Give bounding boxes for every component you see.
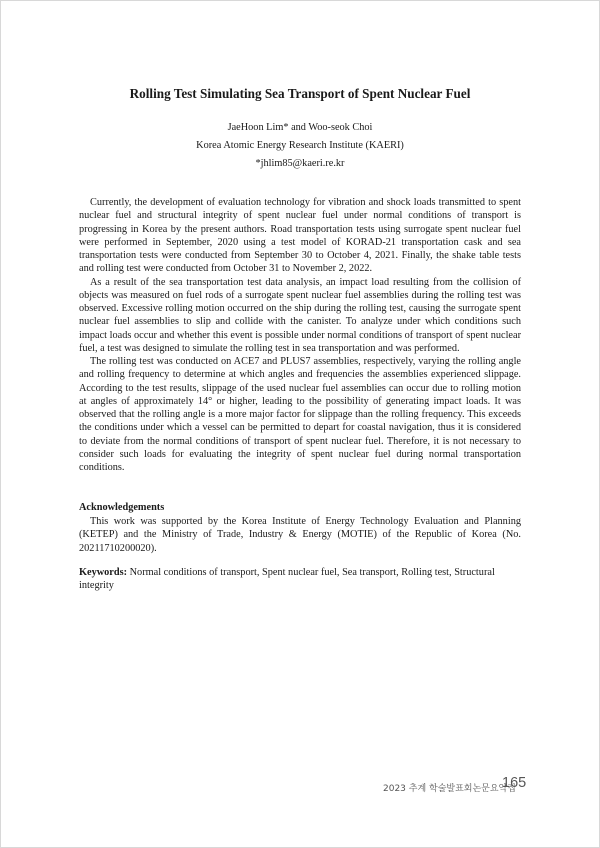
keywords-label: Keywords:: [79, 567, 128, 578]
acknowledgements-text: This work was supported by the Korea Institute of Energy Technology Evaluation and Planning (KETEP) and the Ministry of Trade, Industry & Energy (MOTIE) of the Republic of Korea (No. 20211710200020).: [79, 516, 521, 554]
proceedings-label: 2023 추계 학술발표회논문요약집: [383, 784, 516, 794]
abstract-paragraph: Currently, the development of evaluation technology for vibration and shock loads transmitted to spent nuclear fuel and structural integrity of spent nuclear fuel under normal conditions of transport is progressing in Korea by the present authors. Road transportation tests using surrogate spent nuclear fuel were performed in September, 2020 using a test model of KORAD-21 transportation cask and sea transportation tests were conducted from September 30 to October 4, 2021. Finally, the shake table tests and rolling test were conducted from October 31 to November 2, 2022.: [79, 197, 521, 275]
author-affiliation: Korea Atomic Energy Research Institute (KAERI): [196, 140, 404, 151]
paper-title: Rolling Test Simulating Sea Transport of Spent Nuclear Fuel: [129, 86, 471, 101]
keywords-section: [79, 566, 521, 593]
corresponding-email: *jhlim85@kaeri.re.kr: [255, 158, 345, 169]
keywords-text: Normal conditions of transport, Spent nuclear fuel, Sea transport, Rolling test, Structural integrity: [79, 567, 495, 592]
abstract-body: [79, 196, 521, 474]
abstract-paragraph: As a result of the sea transportation test data analysis, an impact load resulting from the collision of objects was measured on fuel rods of a surrogate spent nuclear fuel assemblies during the rolling test was observed. Excessive rolling motion occurred on the ship during the rolling test, causing the surrogate spent nuclear fuel assemblies to slip and collide with the canister. To analyze under which conditions such impact loads occur and whether this event is possible under normal conditions of transport of spent nuclear fuel, a test was designed to simulate the rolling test in sea transportation and was performed.: [79, 276, 521, 354]
acknowledgements-heading: Acknowledgements: [79, 502, 165, 513]
page-number: 165: [502, 775, 527, 791]
author-list: JaeHoon Lim* and Woo-seok Choi: [227, 122, 373, 133]
abstract-paragraph: The rolling test was conducted on ACE7 and PLUS7 assemblies, respectively, varying the rolling angle and rolling frequency to determine at which angles and frequencies the assemblies experienced slippage. According to the test results, slippage of the used nuclear fuel assemblies can occur due to rolling motion at angles of approximately 14° or higher, leading to the possibility of generating impact loads. It was observed that the rolling angle is a more major factor for slippage than the rolling frequency. This exceeds the conditions under which a vessel can be permitted to depart for coastal navigation, thus it is considered to deviate from the normal conditions of transport of spent nuclear fuel. Therefore, it is not necessary to consider such loads for evaluating the integrity of spent nuclear fuel during normal transportation conditions.: [79, 356, 521, 473]
acknowledgements-section: [79, 515, 521, 555]
